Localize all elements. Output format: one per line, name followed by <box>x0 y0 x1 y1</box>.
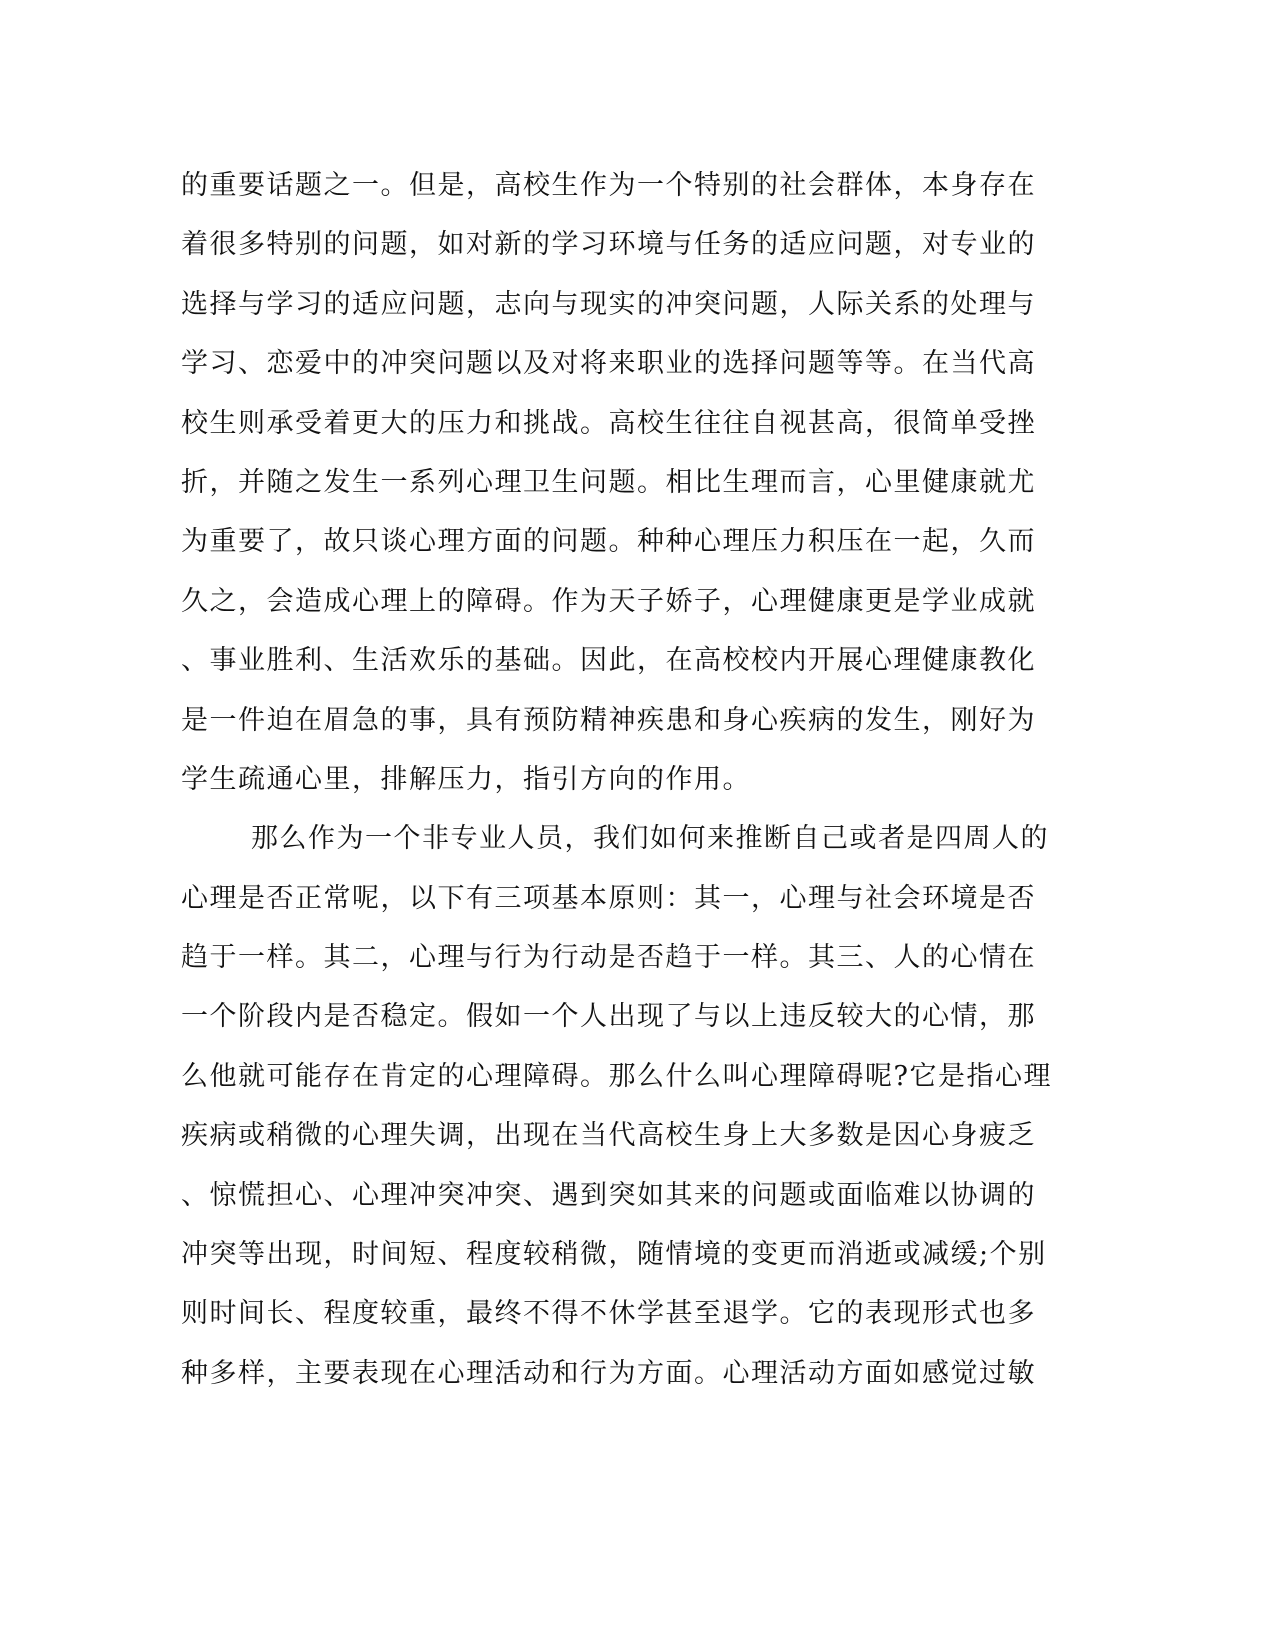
text-line: 为重要了，故只谈心理方面的问题。种种心理压力积压在一起，久而 <box>181 526 1036 558</box>
text-line: 、事业胜利、生活欢乐的基础。因此，在高校校内开展心理健康教化 <box>181 645 1036 677</box>
text-line: 学习、恋爱中的冲突问题以及对将来职业的选择问题等等。在当代高 <box>181 348 1036 380</box>
text-line: 一个阶段内是否稳定。假如一个人出现了与以上违反较大的心情，那 <box>181 1001 1036 1033</box>
text-line: 么他就可能存在肯定的心理障碍。那么什么叫心理障碍呢?它是指心理 <box>181 1060 1052 1092</box>
text-line: 是一件迫在眉急的事，具有预防精神疾患和身心疾病的发生，刚好为 <box>181 704 1036 736</box>
text-line: 、惊慌担心、心理冲突冲突、遇到突如其来的问题或面临难以协调的 <box>181 1179 1036 1211</box>
text-line: 久之，会造成心理上的障碍。作为天子娇子，心理健康更是学业成就 <box>181 585 1036 617</box>
text-line: 校生则承受着更大的压力和挑战。高校生往往自视甚高，很简单受挫 <box>181 407 1036 439</box>
text-line: 则时间长、程度较重，最终不得不休学甚至退学。它的表现形式也多 <box>181 1298 1036 1330</box>
text-line: 疾病或稍微的心理失调，出现在当代高校生身上大多数是因心身疲乏 <box>181 1120 1036 1152</box>
text-line: 种多样，主要表现在心理活动和行为方面。心理活动方面如感觉过敏 <box>181 1357 1036 1389</box>
text-line: 心理是否正常呢，以下有三项基本原则：其一，心理与社会环境是否 <box>181 882 1036 914</box>
text-line: 折，并随之发生一系列心理卫生问题。相比生理而言，心里健康就尤 <box>181 466 1036 498</box>
text-line: 学生疏通心里，排解压力，指引方向的作用。 <box>181 763 751 795</box>
body-text <box>181 156 1052 1403</box>
text-line: 选择与学习的适应问题，志向与现实的冲突问题，人际关系的处理与 <box>181 288 1036 320</box>
paragraph-start-line: 那么作为一个非专业人员，我们如何来推断自己或者是四周人的 <box>251 823 1049 855</box>
text-line: 趋于一样。其二，心理与行为行动是否趋于一样。其三、人的心情在 <box>181 942 1036 974</box>
text-line: 冲突等出现，时间短、程度较稍微，随情境的变更而消逝或减缓;个别 <box>181 1239 1047 1271</box>
text-line: 着很多特别的问题，如对新的学习环境与任务的适应问题，对专业的 <box>181 229 1036 261</box>
text-line: 的重要话题之一。但是，高校生作为一个特别的社会群体，本身存在 <box>181 170 1036 201</box>
